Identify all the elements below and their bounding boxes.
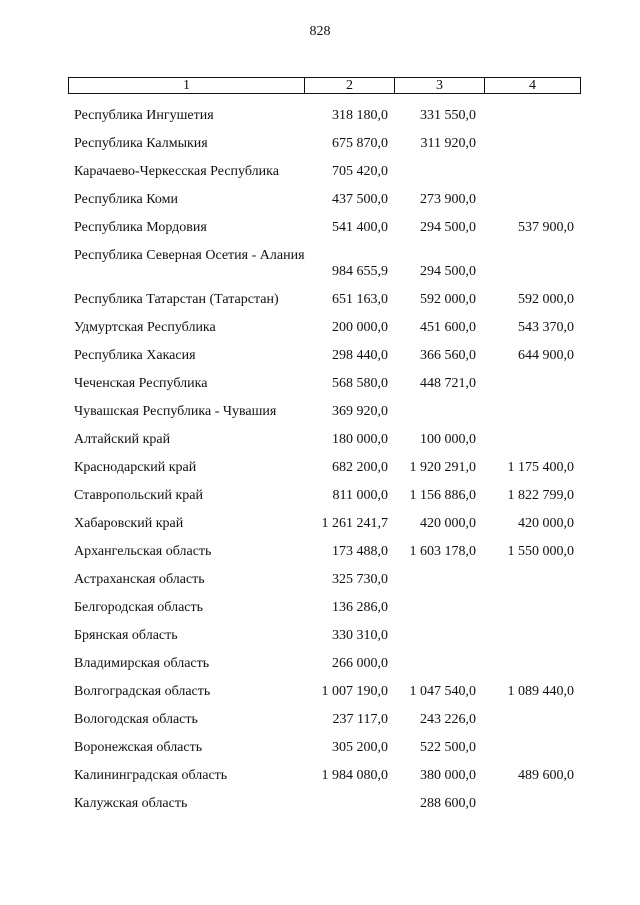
value-col-4: 644 900,0 xyxy=(518,348,574,363)
value-col-3: 294 500,0 xyxy=(420,220,476,235)
value-col-3: 380 000,0 xyxy=(420,768,476,783)
value-col-4: 1 175 400,0 xyxy=(507,460,574,475)
value-col-4: 1 550 000,0 xyxy=(507,544,574,559)
region-name: Архангельская область xyxy=(74,544,212,559)
value-col-2: 369 920,0 xyxy=(332,404,388,419)
value-col-2: 173 488,0 xyxy=(332,544,388,559)
region-name: Республика Мордовия xyxy=(74,220,207,235)
value-col-3: 288 600,0 xyxy=(420,796,476,811)
value-col-2: 651 163,0 xyxy=(332,292,388,307)
value-col-3: 420 000,0 xyxy=(420,516,476,531)
region-name: Воронежская область xyxy=(74,740,203,755)
table-row xyxy=(0,740,640,760)
value-col-3: 522 500,0 xyxy=(420,740,476,755)
value-col-3: 311 920,0 xyxy=(420,136,476,151)
region-name: Республика Хакасия xyxy=(74,348,196,363)
table-row xyxy=(0,248,640,279)
region-name: Краснодарский край xyxy=(74,460,197,475)
table-row xyxy=(0,108,640,128)
value-col-2: 325 730,0 xyxy=(332,572,388,587)
table-row xyxy=(0,460,640,480)
value-col-4: 420 000,0 xyxy=(518,516,574,531)
value-col-4: 489 600,0 xyxy=(518,768,574,783)
table-row xyxy=(0,404,640,424)
table-row xyxy=(0,600,640,620)
value-col-2: 200 000,0 xyxy=(332,320,388,335)
value-col-2: 318 180,0 xyxy=(332,108,388,123)
value-col-2: 136 286,0 xyxy=(332,600,388,615)
value-col-3: 592 000,0 xyxy=(420,292,476,307)
region-name: Чеченская Республика xyxy=(74,376,208,391)
value-col-2: 682 200,0 xyxy=(332,460,388,475)
value-col-2: 675 870,0 xyxy=(332,136,388,151)
value-col-3: 366 560,0 xyxy=(420,348,476,363)
table-row xyxy=(0,684,640,704)
table-row xyxy=(0,192,640,212)
value-col-4: 1 089 440,0 xyxy=(507,684,574,699)
value-col-2: 266 000,0 xyxy=(332,656,388,671)
region-name: Волгоградская область xyxy=(74,684,211,699)
value-col-3: 1 603 178,0 xyxy=(409,544,476,559)
region-name: Вологодская область xyxy=(74,712,198,727)
value-col-2: 541 400,0 xyxy=(332,220,388,235)
value-col-2: 1 007 190,0 xyxy=(321,684,388,699)
value-col-3: 1 047 540,0 xyxy=(409,684,476,699)
table-row xyxy=(0,656,640,676)
value-col-2: 811 000,0 xyxy=(332,488,388,503)
value-col-2: 298 440,0 xyxy=(332,348,388,363)
table-row xyxy=(0,292,640,312)
region-name: Алтайский край xyxy=(74,432,171,447)
value-col-3: 451 600,0 xyxy=(420,320,476,335)
value-col-2: 330 310,0 xyxy=(332,628,388,643)
region-name: Калужская область xyxy=(74,796,188,811)
table-row xyxy=(0,488,640,508)
value-col-3: 331 550,0 xyxy=(420,108,476,123)
table-row xyxy=(0,712,640,732)
table-row xyxy=(0,516,640,536)
region-name: Республика Ингушетия xyxy=(74,108,214,123)
column-header-row xyxy=(69,78,581,94)
region-name: Владимирская область xyxy=(74,656,210,671)
region-name: Республика Калмыкия xyxy=(74,136,208,151)
value-col-3: 273 900,0 xyxy=(420,192,476,207)
value-col-3: 1 920 291,0 xyxy=(409,460,476,475)
table-row xyxy=(0,628,640,648)
value-col-2: 1 984 080,0 xyxy=(321,768,388,783)
value-col-2: 705 420,0 xyxy=(332,164,388,179)
table-row xyxy=(0,164,640,184)
region-name: Чувашская Республика - Чувашия xyxy=(74,404,277,419)
value-col-2: 437 500,0 xyxy=(332,192,388,207)
region-name: Республика Коми xyxy=(74,192,178,207)
table-row xyxy=(0,768,640,788)
table-row xyxy=(0,320,640,340)
value-col-2: 984 655,9 xyxy=(332,264,388,279)
region-name: Калининградская область xyxy=(74,768,228,783)
value-col-2: 180 000,0 xyxy=(332,432,388,447)
region-name: Удмуртская Республика xyxy=(74,320,216,335)
value-col-2: 1 261 241,7 xyxy=(321,516,388,531)
column-header-2: 2 xyxy=(305,78,395,94)
value-col-3: 243 226,0 xyxy=(420,712,476,727)
value-col-4: 543 370,0 xyxy=(518,320,574,335)
region-name: Брянская область xyxy=(74,628,178,643)
region-name: Астраханская область xyxy=(74,572,205,587)
region-name: Карачаево-Черкесская Республика xyxy=(74,164,279,179)
value-col-2: 305 200,0 xyxy=(332,740,388,755)
column-header-3: 3 xyxy=(395,78,485,94)
region-name: Хабаровский край xyxy=(74,516,184,531)
region-name: Республика Северная Осетия - Алания xyxy=(74,248,305,263)
column-header-table xyxy=(68,77,581,94)
table-row xyxy=(0,544,640,564)
table-row xyxy=(0,136,640,156)
value-col-3: 100 000,0 xyxy=(420,432,476,447)
value-col-3: 448 721,0 xyxy=(420,376,476,391)
column-header-1: 1 xyxy=(69,78,305,94)
table-row xyxy=(0,220,640,240)
value-col-2: 568 580,0 xyxy=(332,376,388,391)
region-name: Белгородская область xyxy=(74,600,204,615)
table-row xyxy=(0,376,640,396)
column-header-4: 4 xyxy=(485,78,581,94)
table-row xyxy=(0,572,640,592)
table-row xyxy=(0,432,640,452)
value-col-4: 592 000,0 xyxy=(518,292,574,307)
value-col-3: 294 500,0 xyxy=(420,264,476,279)
page-number: 828 xyxy=(309,24,331,39)
value-col-4: 1 822 799,0 xyxy=(507,488,574,503)
value-col-3: 1 156 886,0 xyxy=(409,488,476,503)
value-col-4: 537 900,0 xyxy=(518,220,574,235)
table-row xyxy=(0,348,640,368)
table-row xyxy=(0,796,640,816)
value-col-2: 237 117,0 xyxy=(332,712,388,727)
region-name: Республика Татарстан (Татарстан) xyxy=(74,292,279,307)
region-name: Ставропольский край xyxy=(74,488,203,503)
